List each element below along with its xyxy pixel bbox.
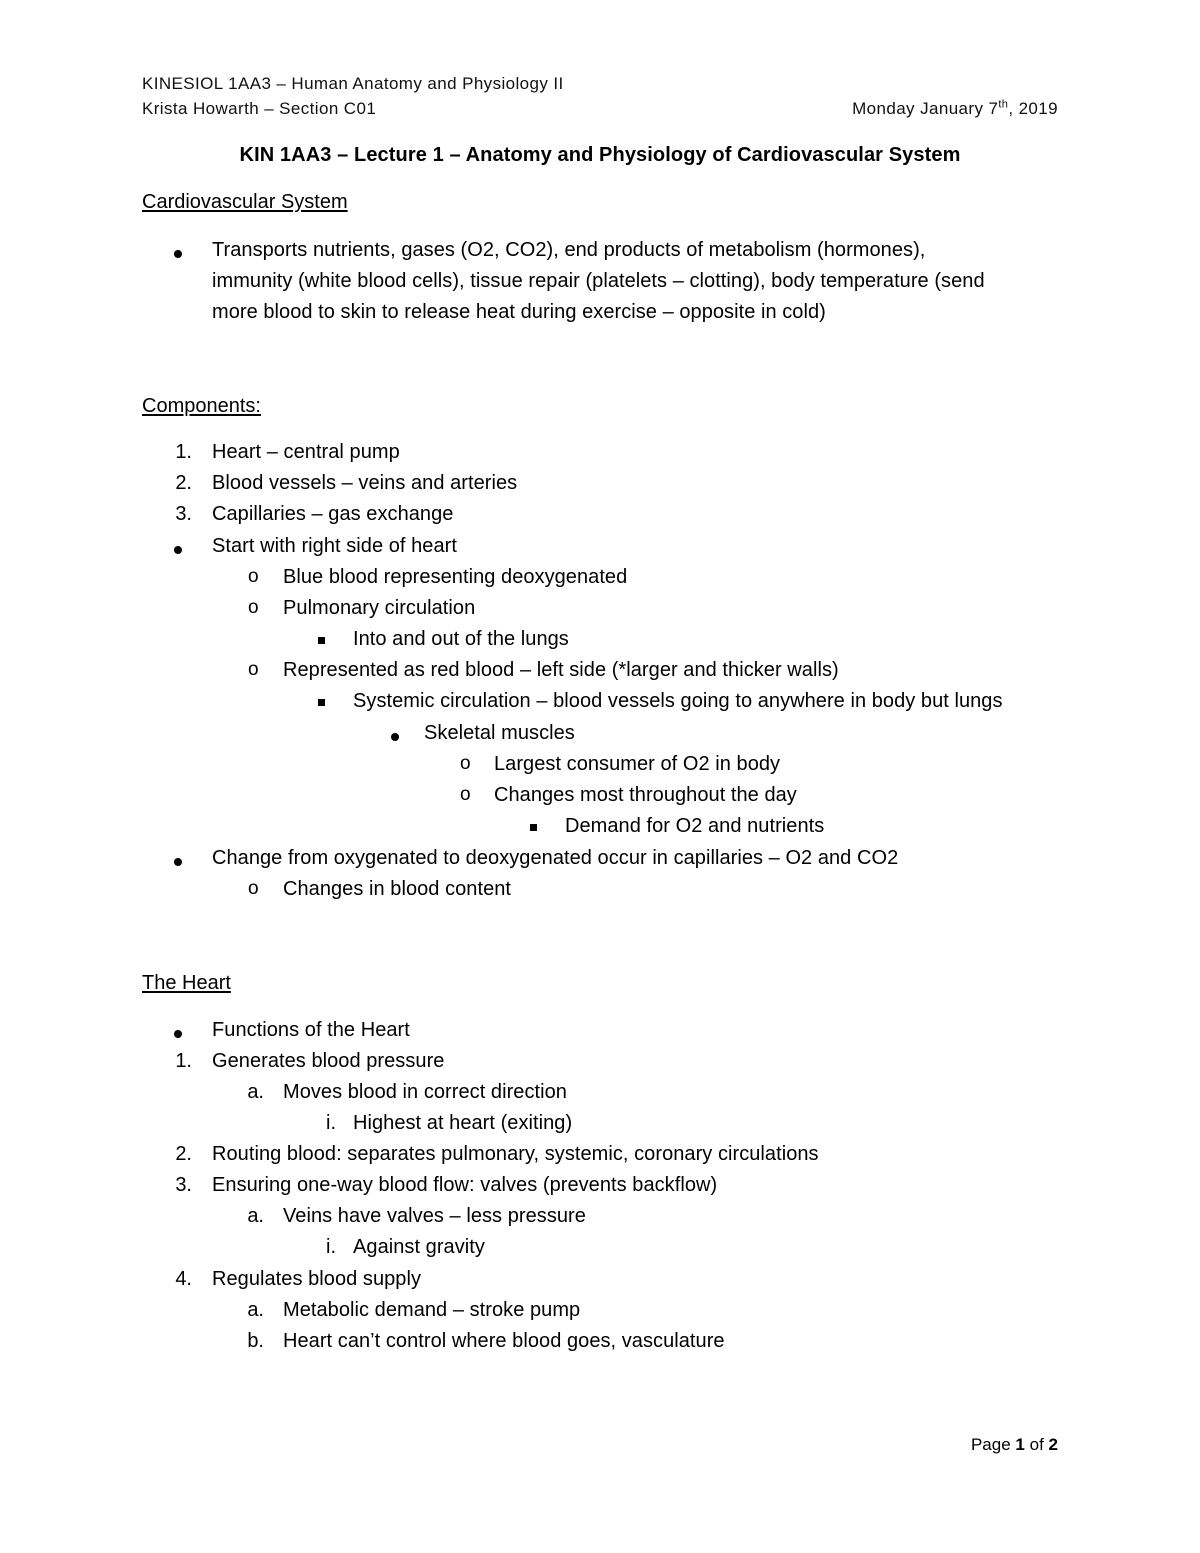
document-title: KIN 1AA3 – Lecture 1 – Anatomy and Physiology of Cardiovascular System <box>239 144 961 166</box>
list-marker: 3. <box>175 1174 192 1196</box>
list-item: Ensuring one-way blood flow: valves (prevents backflow) <box>212 1174 718 1196</box>
list-item: Against gravity <box>353 1236 485 1258</box>
bullet-dot-icon <box>391 733 399 741</box>
bullet-dot-icon <box>174 1030 182 1038</box>
list-marker: 3. <box>175 503 192 525</box>
bullet-dot-icon <box>174 546 182 554</box>
list-item: Regulates blood supply <box>212 1268 422 1290</box>
bullet-circle-icon: o <box>248 659 259 680</box>
list-item: Capillaries – gas exchange <box>212 503 454 525</box>
list-marker: 2. <box>175 472 192 494</box>
list-item: Functions of the Heart <box>212 1019 410 1041</box>
list-item: Routing blood: separates pulmonary, systemic, coronary circulations <box>212 1143 819 1165</box>
list-item: Changes most throughout the day <box>494 784 797 806</box>
bullet-square-icon <box>530 824 537 831</box>
list-item: Blue blood representing deoxygenated <box>283 566 628 588</box>
list-item: Systemic circulation – blood vessels going to anywhere in body but lungs <box>353 690 1003 712</box>
list-item: Heart – central pump <box>212 441 400 463</box>
list-item: Into and out of the lungs <box>353 628 569 650</box>
date-prefix: Monday January 7 <box>852 99 999 118</box>
heading-cardiovascular-system: Cardiovascular System <box>142 191 348 213</box>
bullet-dot-icon <box>174 858 182 866</box>
page-current: 1 <box>1015 1435 1025 1454</box>
list-marker: a. <box>247 1081 264 1103</box>
date-superscript: th <box>998 98 1009 111</box>
paragraph-line: more blood to skin to release heat during exercise – opposite in cold) <box>212 301 826 323</box>
list-item: Changes in blood content <box>283 878 512 900</box>
list-marker: 4. <box>175 1268 192 1290</box>
bullet-dot-icon <box>174 250 182 258</box>
date-suffix: , 2019 <box>1008 99 1058 118</box>
course-line: KINESIOL 1AA3 – Human Anatomy and Physiology II <box>142 74 564 93</box>
bullet-circle-icon: o <box>460 784 471 805</box>
list-item: Generates blood pressure <box>212 1050 445 1072</box>
page-total: 2 <box>1048 1435 1058 1454</box>
date-line <box>852 99 1058 119</box>
bullet-circle-icon: o <box>248 597 259 618</box>
page-number <box>971 1435 1058 1455</box>
page-of: of <box>1029 1435 1044 1454</box>
list-item: Blood vessels – veins and arteries <box>212 472 518 494</box>
page-word: Page <box>970 1435 1011 1454</box>
list-marker: 2. <box>175 1143 192 1165</box>
bullet-square-icon <box>318 637 325 644</box>
list-item: Moves blood in correct direction <box>283 1081 567 1103</box>
bullet-circle-icon: o <box>248 878 259 899</box>
list-marker: i. <box>326 1112 336 1134</box>
author-line: Krista Howarth – Section C01 <box>142 99 377 118</box>
paragraph-line: Transports nutrients, gases (O2, CO2), end products of metabolism (hormones), <box>212 239 926 261</box>
list-marker: a. <box>247 1205 264 1227</box>
bullet-circle-icon: o <box>248 566 259 587</box>
bullet-square-icon <box>318 699 325 706</box>
list-item: Metabolic demand – stroke pump <box>283 1299 581 1321</box>
list-item: Start with right side of heart <box>212 535 457 557</box>
list-item: Heart can’t control where blood goes, vasculature <box>283 1330 725 1352</box>
list-marker: b. <box>247 1330 264 1352</box>
paragraph-line: immunity (white blood cells), tissue repair (platelets – clotting), body temperature (send <box>212 270 985 292</box>
list-item: Skeletal muscles <box>424 722 575 744</box>
list-item: Represented as red blood – left side (*larger and thicker walls) <box>283 659 839 681</box>
list-item: Largest consumer of O2 in body <box>494 753 781 775</box>
list-item: Demand for O2 and nutrients <box>565 815 825 837</box>
list-item: Veins have valves – less pressure <box>283 1205 586 1227</box>
list-item: Pulmonary circulation <box>283 597 476 619</box>
list-item: Highest at heart (exiting) <box>353 1112 573 1134</box>
heading-components: Components: <box>142 395 261 417</box>
bullet-circle-icon: o <box>460 753 471 774</box>
heading-the-heart: The Heart <box>142 972 231 994</box>
list-item: Change from oxygenated to deoxygenated occur in capillaries – O2 and CO2 <box>212 847 899 869</box>
list-marker: 1. <box>175 441 192 463</box>
list-marker: i. <box>326 1236 336 1258</box>
list-marker: 1. <box>175 1050 192 1072</box>
list-marker: a. <box>247 1299 264 1321</box>
